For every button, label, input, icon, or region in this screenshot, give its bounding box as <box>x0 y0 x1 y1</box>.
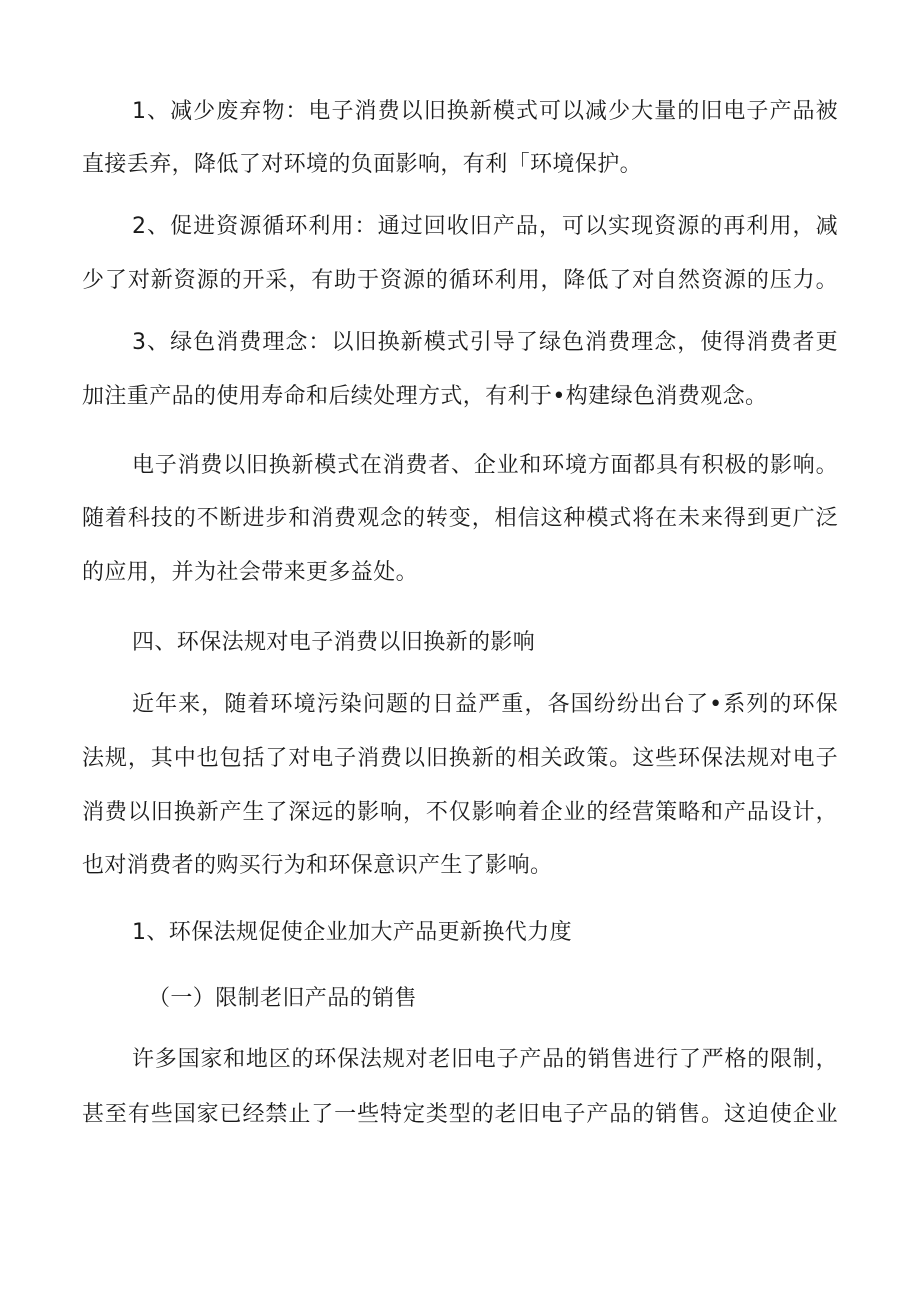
text-line: 3、绿色消费理念：以旧换新模式引导了绿色消费理念，使得消费者更 <box>132 330 838 355</box>
text-line: 许多国家和地区的环保法规对老旧电子产品的销售进行了严格的限制， <box>132 1047 838 1072</box>
text-line: 也对消费者的购买行为和环保意识产生了影响。 <box>82 853 553 878</box>
text-line: 的应用，并为社会带来更多益处。 <box>82 560 419 585</box>
text-line: 随着科技的不断进步和消费观念的转变，相信这种模式将在未来得到更广泛 <box>82 506 838 531</box>
subsection-heading: 1、环保法规促使企业加大产品更新换代力度 <box>132 920 572 945</box>
section-heading: 四、环保法规对电子消费以旧换新的影响 <box>132 630 536 655</box>
text-line: 近年来，随着环境污染问题的日益严重，各国纷纷出台了•系列的环保 <box>132 692 838 717</box>
subsection-heading: （一）限制老旧产品的销售 <box>148 986 417 1011</box>
text-line: 2、促进资源循环利用：通过回收旧产品，可以实现资源的再利用，减 <box>132 214 838 239</box>
text-line: 直接丢弃，降低了对环境的负面影响，有利「环境保护。 <box>82 152 643 177</box>
text-line: 消费以旧换新产生了深远的影响，不仅影响着企业的经营策略和产品设计， <box>82 800 838 825</box>
text-line: 甚至有些国家已经禁止了一些特定类型的老旧电子产品的销售。这迫使企业 <box>82 1102 838 1127</box>
text-line: 少了对新资源的开采，有助于资源的循环利用，降低了对自然资源的压力。 <box>82 268 838 293</box>
text-line: 1、减少废弃物：电子消费以旧换新模式可以减少大量的旧电子产品被 <box>132 99 838 124</box>
text-line: 电子消费以旧换新模式在消费者、企业和环境方面都具有积极的影响。 <box>132 453 838 478</box>
text-line: 法规，其中也包括了对电子消费以旧换新的相关政策。这些环保法规对电子 <box>82 746 838 771</box>
text-line: 加注重产品的使用寿命和后续处理方式，有利于•构建绿色消费观念。 <box>82 384 768 409</box>
